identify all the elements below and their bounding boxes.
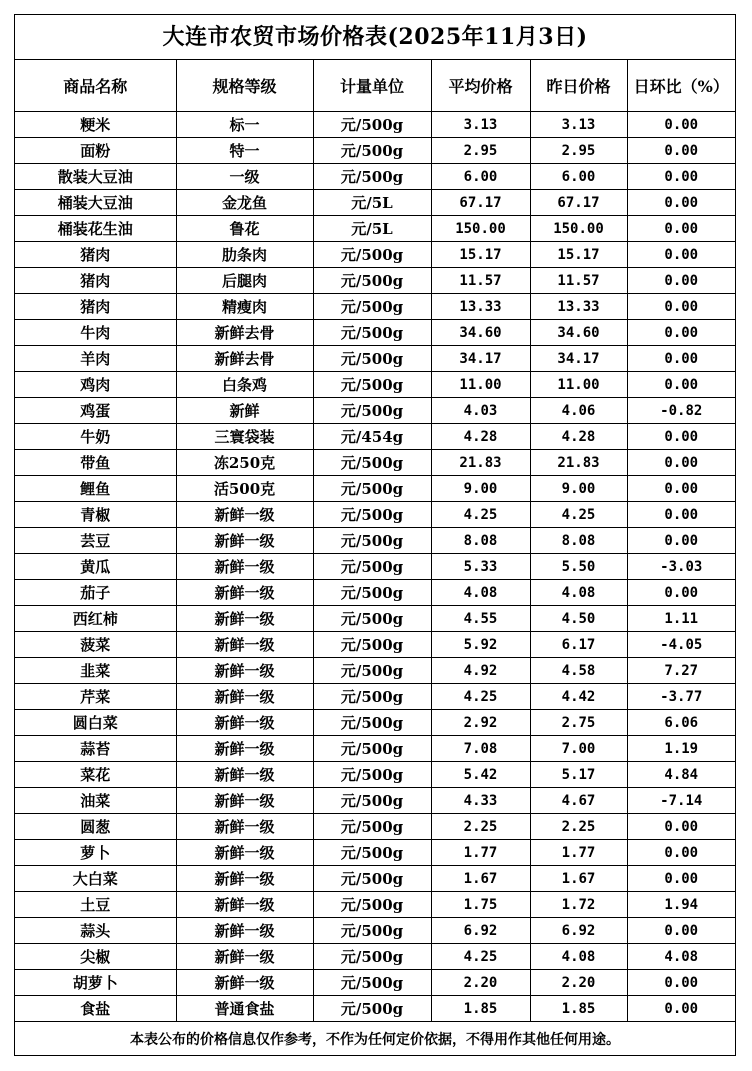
yesterday-price-cell: 1.72 xyxy=(530,892,627,918)
average-price-cell: 67.17 xyxy=(431,190,530,216)
day-change-cell: 0.00 xyxy=(627,138,735,164)
day-change-cell: 0.00 xyxy=(627,970,735,996)
yesterday-price-cell: 34.17 xyxy=(530,346,627,372)
average-price-cell: 6.00 xyxy=(431,164,530,190)
unit-cell: 元/500g xyxy=(313,840,431,866)
table-row xyxy=(15,632,735,658)
product-name-cell: 油菜 xyxy=(15,788,176,814)
table-row xyxy=(15,814,735,840)
yesterday-price-cell: 4.25 xyxy=(530,502,627,528)
average-price-cell: 1.75 xyxy=(431,892,530,918)
day-change-cell: 0.00 xyxy=(627,502,735,528)
unit-cell: 元/500g xyxy=(313,502,431,528)
average-price-cell: 21.83 xyxy=(431,450,530,476)
average-price-cell: 34.60 xyxy=(431,320,530,346)
product-name-cell: 散装大豆油 xyxy=(15,164,176,190)
unit-cell: 元/500g xyxy=(313,944,431,970)
average-price-cell: 13.33 xyxy=(431,294,530,320)
day-change-cell: -4.05 xyxy=(627,632,735,658)
average-price-cell: 4.92 xyxy=(431,658,530,684)
yesterday-price-cell: 4.42 xyxy=(530,684,627,710)
spec-grade-cell: 普通食盐 xyxy=(176,996,313,1022)
yesterday-price-cell: 67.17 xyxy=(530,190,627,216)
table-row xyxy=(15,398,735,424)
spec-grade-cell: 精瘦肉 xyxy=(176,294,313,320)
average-price-cell: 4.28 xyxy=(431,424,530,450)
yesterday-price-cell: 4.50 xyxy=(530,606,627,632)
table-row xyxy=(15,242,735,268)
unit-cell: 元/500g xyxy=(313,892,431,918)
table-row xyxy=(15,944,735,970)
unit-cell: 元/500g xyxy=(313,710,431,736)
day-change-cell: -3.77 xyxy=(627,684,735,710)
yesterday-price-cell: 13.33 xyxy=(530,294,627,320)
unit-cell: 元/500g xyxy=(313,554,431,580)
unit-cell: 元/500g xyxy=(313,268,431,294)
day-change-cell: 4.84 xyxy=(627,762,735,788)
day-change-cell: 0.00 xyxy=(627,424,735,450)
product-name-cell: 圆白菜 xyxy=(15,710,176,736)
day-change-cell: 0.00 xyxy=(627,476,735,502)
price-sheet xyxy=(14,14,736,1056)
product-name-cell: 萝卜 xyxy=(15,840,176,866)
spec-grade-cell: 新鲜一级 xyxy=(176,762,313,788)
yesterday-price-cell: 5.50 xyxy=(530,554,627,580)
unit-cell: 元/500g xyxy=(313,346,431,372)
product-name-cell: 猪肉 xyxy=(15,268,176,294)
day-change-cell: 0.00 xyxy=(627,866,735,892)
unit-cell: 元/500g xyxy=(313,762,431,788)
table-row xyxy=(15,424,735,450)
spec-grade-cell: 冻250克 xyxy=(176,450,313,476)
spec-grade-cell: 白条鸡 xyxy=(176,372,313,398)
product-name-cell: 大白菜 xyxy=(15,866,176,892)
day-change-cell: 0.00 xyxy=(627,840,735,866)
spec-grade-cell: 新鲜一级 xyxy=(176,918,313,944)
yesterday-price-cell: 15.17 xyxy=(530,242,627,268)
average-price-cell: 2.25 xyxy=(431,814,530,840)
unit-cell: 元/500g xyxy=(313,372,431,398)
table-row xyxy=(15,190,735,216)
yesterday-price-cell: 11.57 xyxy=(530,268,627,294)
table-row xyxy=(15,216,735,242)
yesterday-price-cell: 4.06 xyxy=(530,398,627,424)
day-change-cell: 0.00 xyxy=(627,372,735,398)
day-change-cell: 0.00 xyxy=(627,164,735,190)
day-change-cell: 0.00 xyxy=(627,918,735,944)
table-row xyxy=(15,970,735,996)
product-name-cell: 菠菜 xyxy=(15,632,176,658)
table-row xyxy=(15,528,735,554)
product-name-cell: 菜花 xyxy=(15,762,176,788)
average-price-cell: 7.08 xyxy=(431,736,530,762)
spec-grade-cell: 新鲜一级 xyxy=(176,502,313,528)
yesterday-price-cell: 4.58 xyxy=(530,658,627,684)
yesterday-price-cell: 4.08 xyxy=(530,580,627,606)
table-row xyxy=(15,294,735,320)
table-row xyxy=(15,320,735,346)
product-name-cell: 羊肉 xyxy=(15,346,176,372)
day-change-cell: 0.00 xyxy=(627,450,735,476)
average-price-cell: 4.25 xyxy=(431,944,530,970)
spec-grade-cell: 新鲜去骨 xyxy=(176,320,313,346)
table-row xyxy=(15,346,735,372)
unit-cell: 元/500g xyxy=(313,918,431,944)
spec-grade-cell: 活500克 xyxy=(176,476,313,502)
yesterday-price-cell: 4.28 xyxy=(530,424,627,450)
spec-grade-cell: 金龙鱼 xyxy=(176,190,313,216)
header-yesterday-price: 昨日价格 xyxy=(530,60,627,112)
day-change-cell: 6.06 xyxy=(627,710,735,736)
header-product-name: 商品名称 xyxy=(15,60,176,112)
unit-cell: 元/5L xyxy=(313,216,431,242)
day-change-cell: 0.00 xyxy=(627,814,735,840)
day-change-cell: -3.03 xyxy=(627,554,735,580)
average-price-cell: 4.08 xyxy=(431,580,530,606)
spec-grade-cell: 新鲜一级 xyxy=(176,814,313,840)
average-price-cell: 34.17 xyxy=(431,346,530,372)
product-name-cell: 韭菜 xyxy=(15,658,176,684)
unit-cell: 元/500g xyxy=(313,736,431,762)
average-price-cell: 5.92 xyxy=(431,632,530,658)
yesterday-price-cell: 2.25 xyxy=(530,814,627,840)
spec-grade-cell: 鲁花 xyxy=(176,216,313,242)
unit-cell: 元/500g xyxy=(313,580,431,606)
yesterday-price-cell: 11.00 xyxy=(530,372,627,398)
table-row xyxy=(15,164,735,190)
product-name-cell: 芹菜 xyxy=(15,684,176,710)
average-price-cell: 11.00 xyxy=(431,372,530,398)
average-price-cell: 2.20 xyxy=(431,970,530,996)
product-name-cell: 西红柿 xyxy=(15,606,176,632)
product-name-cell: 桶装花生油 xyxy=(15,216,176,242)
yesterday-price-cell: 2.20 xyxy=(530,970,627,996)
product-name-cell: 胡萝卜 xyxy=(15,970,176,996)
header-average-price: 平均价格 xyxy=(431,60,530,112)
spec-grade-cell: 新鲜一级 xyxy=(176,944,313,970)
product-name-cell: 牛肉 xyxy=(15,320,176,346)
unit-cell: 元/5L xyxy=(313,190,431,216)
table-row xyxy=(15,788,735,814)
spec-grade-cell: 新鲜一级 xyxy=(176,632,313,658)
yesterday-price-cell: 9.00 xyxy=(530,476,627,502)
day-change-cell: -0.82 xyxy=(627,398,735,424)
average-price-cell: 1.67 xyxy=(431,866,530,892)
yesterday-price-cell: 8.08 xyxy=(530,528,627,554)
spec-grade-cell: 标一 xyxy=(176,112,313,138)
price-table xyxy=(15,60,735,1022)
spec-grade-cell: 特一 xyxy=(176,138,313,164)
average-price-cell: 2.95 xyxy=(431,138,530,164)
product-name-cell: 黄瓜 xyxy=(15,554,176,580)
product-name-cell: 鸡蛋 xyxy=(15,398,176,424)
spec-grade-cell: 新鲜一级 xyxy=(176,606,313,632)
average-price-cell: 1.85 xyxy=(431,996,530,1022)
unit-cell: 元/500g xyxy=(313,606,431,632)
average-price-cell: 9.00 xyxy=(431,476,530,502)
spec-grade-cell: 新鲜一级 xyxy=(176,840,313,866)
unit-cell: 元/500g xyxy=(313,476,431,502)
product-name-cell: 粳米 xyxy=(15,112,176,138)
unit-cell: 元/500g xyxy=(313,684,431,710)
yesterday-price-cell: 7.00 xyxy=(530,736,627,762)
yesterday-price-cell: 5.17 xyxy=(530,762,627,788)
table-row xyxy=(15,450,735,476)
product-name-cell: 桶装大豆油 xyxy=(15,190,176,216)
table-row xyxy=(15,996,735,1022)
spec-grade-cell: 新鲜一级 xyxy=(176,866,313,892)
unit-cell: 元/454g xyxy=(313,424,431,450)
product-name-cell: 面粉 xyxy=(15,138,176,164)
day-change-cell: 0.00 xyxy=(627,268,735,294)
product-name-cell: 茄子 xyxy=(15,580,176,606)
average-price-cell: 4.33 xyxy=(431,788,530,814)
spec-grade-cell: 新鲜一级 xyxy=(176,580,313,606)
yesterday-price-cell: 6.92 xyxy=(530,918,627,944)
spec-grade-cell: 新鲜一级 xyxy=(176,892,313,918)
spec-grade-cell: 新鲜一级 xyxy=(176,710,313,736)
yesterday-price-cell: 4.08 xyxy=(530,944,627,970)
average-price-cell: 150.00 xyxy=(431,216,530,242)
average-price-cell: 3.13 xyxy=(431,112,530,138)
unit-cell: 元/500g xyxy=(313,970,431,996)
day-change-cell: 0.00 xyxy=(627,242,735,268)
spec-grade-cell: 新鲜一级 xyxy=(176,736,313,762)
day-change-cell: 1.19 xyxy=(627,736,735,762)
yesterday-price-cell: 3.13 xyxy=(530,112,627,138)
day-change-cell: 0.00 xyxy=(627,294,735,320)
header-day-change: 日环比（%） xyxy=(627,60,735,112)
day-change-cell: 0.00 xyxy=(627,996,735,1022)
table-row xyxy=(15,658,735,684)
yesterday-price-cell: 2.95 xyxy=(530,138,627,164)
product-name-cell: 圆葱 xyxy=(15,814,176,840)
average-price-cell: 15.17 xyxy=(431,242,530,268)
product-name-cell: 鸡肉 xyxy=(15,372,176,398)
table-row xyxy=(15,112,735,138)
average-price-cell: 6.92 xyxy=(431,918,530,944)
average-price-cell: 1.77 xyxy=(431,840,530,866)
day-change-cell: 0.00 xyxy=(627,528,735,554)
product-name-cell: 牛奶 xyxy=(15,424,176,450)
day-change-cell: 1.11 xyxy=(627,606,735,632)
product-name-cell: 青椒 xyxy=(15,502,176,528)
spec-grade-cell: 新鲜一级 xyxy=(176,970,313,996)
day-change-cell: 4.08 xyxy=(627,944,735,970)
table-row xyxy=(15,476,735,502)
spec-grade-cell: 一级 xyxy=(176,164,313,190)
average-price-cell: 8.08 xyxy=(431,528,530,554)
spec-grade-cell: 新鲜一级 xyxy=(176,528,313,554)
page-title: 大连市农贸市场价格表(2025年11月3日) xyxy=(15,15,735,60)
day-change-cell: 0.00 xyxy=(627,190,735,216)
spec-grade-cell: 肋条肉 xyxy=(176,242,313,268)
product-name-cell: 尖椒 xyxy=(15,944,176,970)
table-row xyxy=(15,580,735,606)
unit-cell: 元/500g xyxy=(313,996,431,1022)
unit-cell: 元/500g xyxy=(313,164,431,190)
product-name-cell: 芸豆 xyxy=(15,528,176,554)
day-change-cell: 0.00 xyxy=(627,580,735,606)
unit-cell: 元/500g xyxy=(313,112,431,138)
day-change-cell: 0.00 xyxy=(627,320,735,346)
unit-cell: 元/500g xyxy=(313,138,431,164)
day-change-cell: 7.27 xyxy=(627,658,735,684)
spec-grade-cell: 后腿肉 xyxy=(176,268,313,294)
average-price-cell: 5.33 xyxy=(431,554,530,580)
yesterday-price-cell: 1.85 xyxy=(530,996,627,1022)
table-row xyxy=(15,372,735,398)
table-row xyxy=(15,866,735,892)
product-name-cell: 土豆 xyxy=(15,892,176,918)
unit-cell: 元/500g xyxy=(313,320,431,346)
unit-cell: 元/500g xyxy=(313,242,431,268)
average-price-cell: 5.42 xyxy=(431,762,530,788)
product-name-cell: 带鱼 xyxy=(15,450,176,476)
average-price-cell: 4.25 xyxy=(431,502,530,528)
average-price-cell: 4.55 xyxy=(431,606,530,632)
spec-grade-cell: 新鲜一级 xyxy=(176,658,313,684)
table-body xyxy=(15,112,735,1022)
header-unit: 计量单位 xyxy=(313,60,431,112)
yesterday-price-cell: 1.77 xyxy=(530,840,627,866)
average-price-cell: 2.92 xyxy=(431,710,530,736)
unit-cell: 元/500g xyxy=(313,398,431,424)
header-spec-grade: 规格等级 xyxy=(176,60,313,112)
unit-cell: 元/500g xyxy=(313,450,431,476)
product-name-cell: 蒜苔 xyxy=(15,736,176,762)
day-change-cell: 0.00 xyxy=(627,346,735,372)
table-row xyxy=(15,606,735,632)
product-name-cell: 鲤鱼 xyxy=(15,476,176,502)
spec-grade-cell: 新鲜一级 xyxy=(176,554,313,580)
day-change-cell: -7.14 xyxy=(627,788,735,814)
spec-grade-cell: 新鲜 xyxy=(176,398,313,424)
table-row xyxy=(15,268,735,294)
unit-cell: 元/500g xyxy=(313,788,431,814)
disclaimer-footer: 本表公布的价格信息仅作参考，不作为任何定价依据，不得用作其他任何用途。 xyxy=(130,1032,620,1048)
unit-cell: 元/500g xyxy=(313,866,431,892)
table-row xyxy=(15,840,735,866)
table-row xyxy=(15,684,735,710)
yesterday-price-cell: 150.00 xyxy=(530,216,627,242)
table-row xyxy=(15,138,735,164)
product-name-cell: 猪肉 xyxy=(15,294,176,320)
yesterday-price-cell: 1.67 xyxy=(530,866,627,892)
day-change-cell: 0.00 xyxy=(627,216,735,242)
table-row xyxy=(15,554,735,580)
table-row xyxy=(15,736,735,762)
yesterday-price-cell: 6.00 xyxy=(530,164,627,190)
spec-grade-cell: 新鲜去骨 xyxy=(176,346,313,372)
spec-grade-cell: 新鲜一级 xyxy=(176,684,313,710)
product-name-cell: 食盐 xyxy=(15,996,176,1022)
table-row xyxy=(15,892,735,918)
average-price-cell: 4.03 xyxy=(431,398,530,424)
table-header-row xyxy=(15,60,735,112)
product-name-cell: 猪肉 xyxy=(15,242,176,268)
day-change-cell: 0.00 xyxy=(627,112,735,138)
table-row xyxy=(15,710,735,736)
average-price-cell: 4.25 xyxy=(431,684,530,710)
unit-cell: 元/500g xyxy=(313,814,431,840)
table-row xyxy=(15,762,735,788)
table-row xyxy=(15,502,735,528)
unit-cell: 元/500g xyxy=(313,658,431,684)
spec-grade-cell: 三寰袋装 xyxy=(176,424,313,450)
yesterday-price-cell: 34.60 xyxy=(530,320,627,346)
unit-cell: 元/500g xyxy=(313,528,431,554)
unit-cell: 元/500g xyxy=(313,632,431,658)
unit-cell: 元/500g xyxy=(313,294,431,320)
table-row xyxy=(15,918,735,944)
yesterday-price-cell: 4.67 xyxy=(530,788,627,814)
average-price-cell: 11.57 xyxy=(431,268,530,294)
product-name-cell: 蒜头 xyxy=(15,918,176,944)
yesterday-price-cell: 2.75 xyxy=(530,710,627,736)
day-change-cell: 1.94 xyxy=(627,892,735,918)
yesterday-price-cell: 6.17 xyxy=(530,632,627,658)
spec-grade-cell: 新鲜一级 xyxy=(176,788,313,814)
yesterday-price-cell: 21.83 xyxy=(530,450,627,476)
